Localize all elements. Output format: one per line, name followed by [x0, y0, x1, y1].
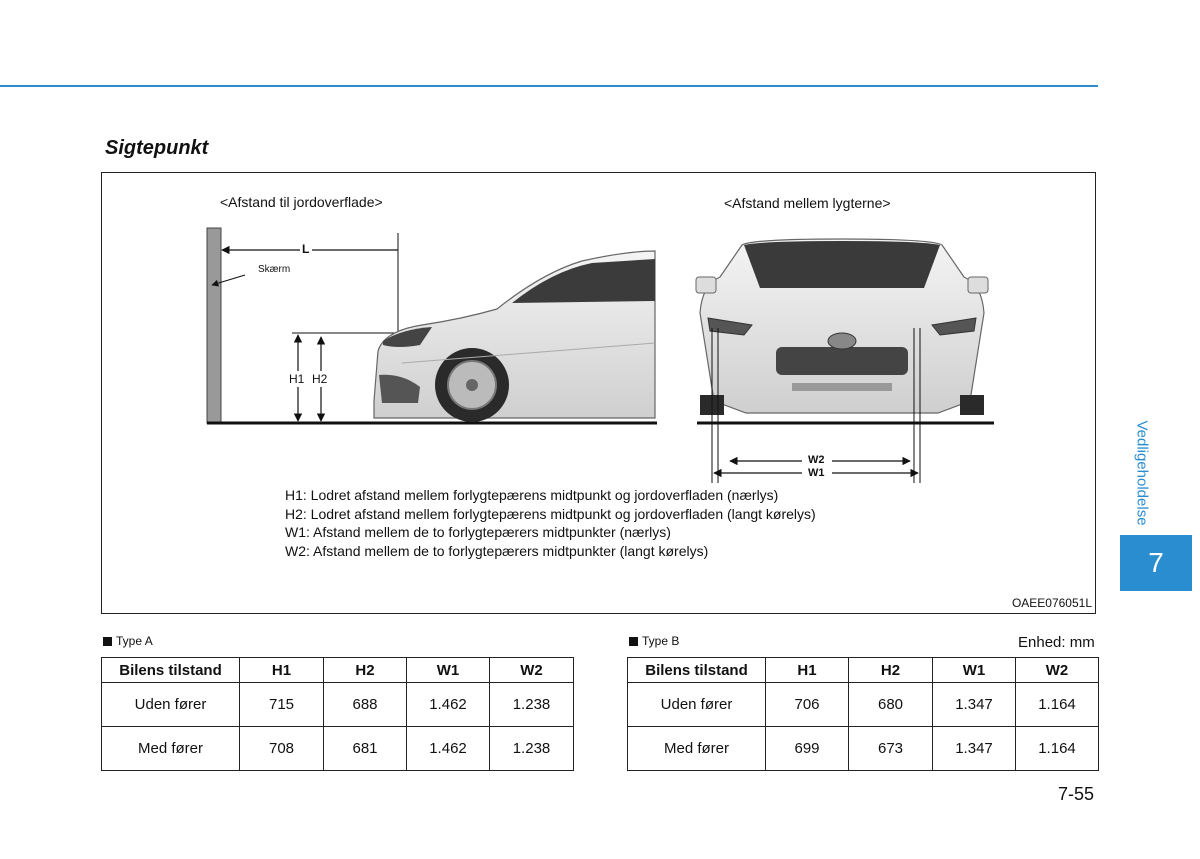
legend-w1: W1: Afstand mellem de to forlygtepærers midtpunkter (nærlys) — [285, 524, 671, 540]
table-row — [102, 727, 574, 771]
label-screen: Skærm — [258, 264, 291, 275]
table-row — [628, 727, 1099, 771]
table-row — [102, 683, 574, 727]
type-b-table — [627, 657, 1099, 771]
header-cell: H1 — [240, 658, 324, 683]
label-w1: W1 — [808, 467, 825, 479]
table-cell: 673 — [849, 727, 933, 771]
table-cell: 681 — [324, 727, 407, 771]
table-cell: 1.462 — [407, 727, 490, 771]
legend-h1: H1: Lodret afstand mellem forlygtepærens midtpunkt og jordoverfladen (nærlys) — [285, 487, 779, 503]
table-cell: 1.462 — [407, 683, 490, 727]
table-cell: 1.164 — [1016, 727, 1099, 771]
table-row — [628, 683, 1099, 727]
table-cell: Uden fører — [102, 683, 240, 727]
page-number: 7-55 — [1058, 784, 1095, 804]
legend-w2: W2: Afstand mellem de to forlygtepærers midtpunkter (langt kørelys) — [285, 542, 709, 559]
table-cell: 699 — [766, 727, 849, 771]
table-header-row — [628, 658, 1099, 683]
table-cell: 1.164 — [1016, 683, 1099, 727]
section-title: Sigtepunkt — [105, 137, 209, 159]
table-cell: 1.238 — [490, 727, 574, 771]
header-cell: Bilens tilstand — [102, 658, 240, 683]
car-side-view — [374, 251, 655, 422]
aiming-figure — [101, 172, 1096, 614]
caption-lamp-distance: <Afstand mellem lygterne> — [724, 195, 891, 211]
figure-legend — [285, 486, 816, 560]
header-cell: Bilens tilstand — [628, 658, 766, 683]
square-bullet-icon — [629, 637, 638, 646]
header-cell: W1 — [407, 658, 490, 683]
table-cell: Med fører — [102, 727, 240, 771]
header-cell: W1 — [933, 658, 1016, 683]
label-l: L — [302, 242, 310, 256]
screen-wall — [207, 228, 221, 423]
table-cell: 1.238 — [490, 683, 574, 727]
top-rule — [0, 85, 1098, 87]
type-a-label: Type A — [103, 634, 153, 648]
legend-h2: H2: Lodret afstand mellem forlygtepærens midtpunkt og jordoverfladen (langt kørelys) — [285, 505, 816, 522]
table-cell: Uden fører — [628, 683, 766, 727]
type-a-table — [101, 657, 574, 771]
table-cell: 708 — [240, 727, 324, 771]
table-cell: 1.347 — [933, 727, 1016, 771]
label-h1: H1 — [289, 372, 305, 386]
label-w2: W2 — [808, 454, 825, 466]
table-cell: 1.347 — [933, 683, 1016, 727]
square-bullet-icon — [103, 637, 112, 646]
header-cell: H2 — [849, 658, 933, 683]
table-cell: 715 — [240, 683, 324, 727]
header-cell: H1 — [766, 658, 849, 683]
table-cell: 688 — [324, 683, 407, 727]
table-cell: 706 — [766, 683, 849, 727]
chapter-side-label: Vedligeholdelse — [1133, 419, 1151, 526]
table-header-row — [102, 658, 574, 683]
car-front-view — [696, 239, 988, 415]
header-cell: W2 — [490, 658, 574, 683]
table-cell: Med fører — [628, 727, 766, 771]
figure-code: OAEE076051L — [1011, 596, 1092, 610]
header-cell: H2 — [324, 658, 407, 683]
header-cell: W2 — [1016, 658, 1099, 683]
table-cell: 680 — [849, 683, 933, 727]
caption-ground-distance: <Afstand til jordoverflade> — [220, 194, 383, 210]
chapter-tab: 7 — [1120, 535, 1192, 591]
type-b-label: Type B — [629, 634, 679, 648]
label-h2: H2 — [312, 372, 328, 386]
unit-label: Enhed: mm — [1018, 634, 1095, 651]
